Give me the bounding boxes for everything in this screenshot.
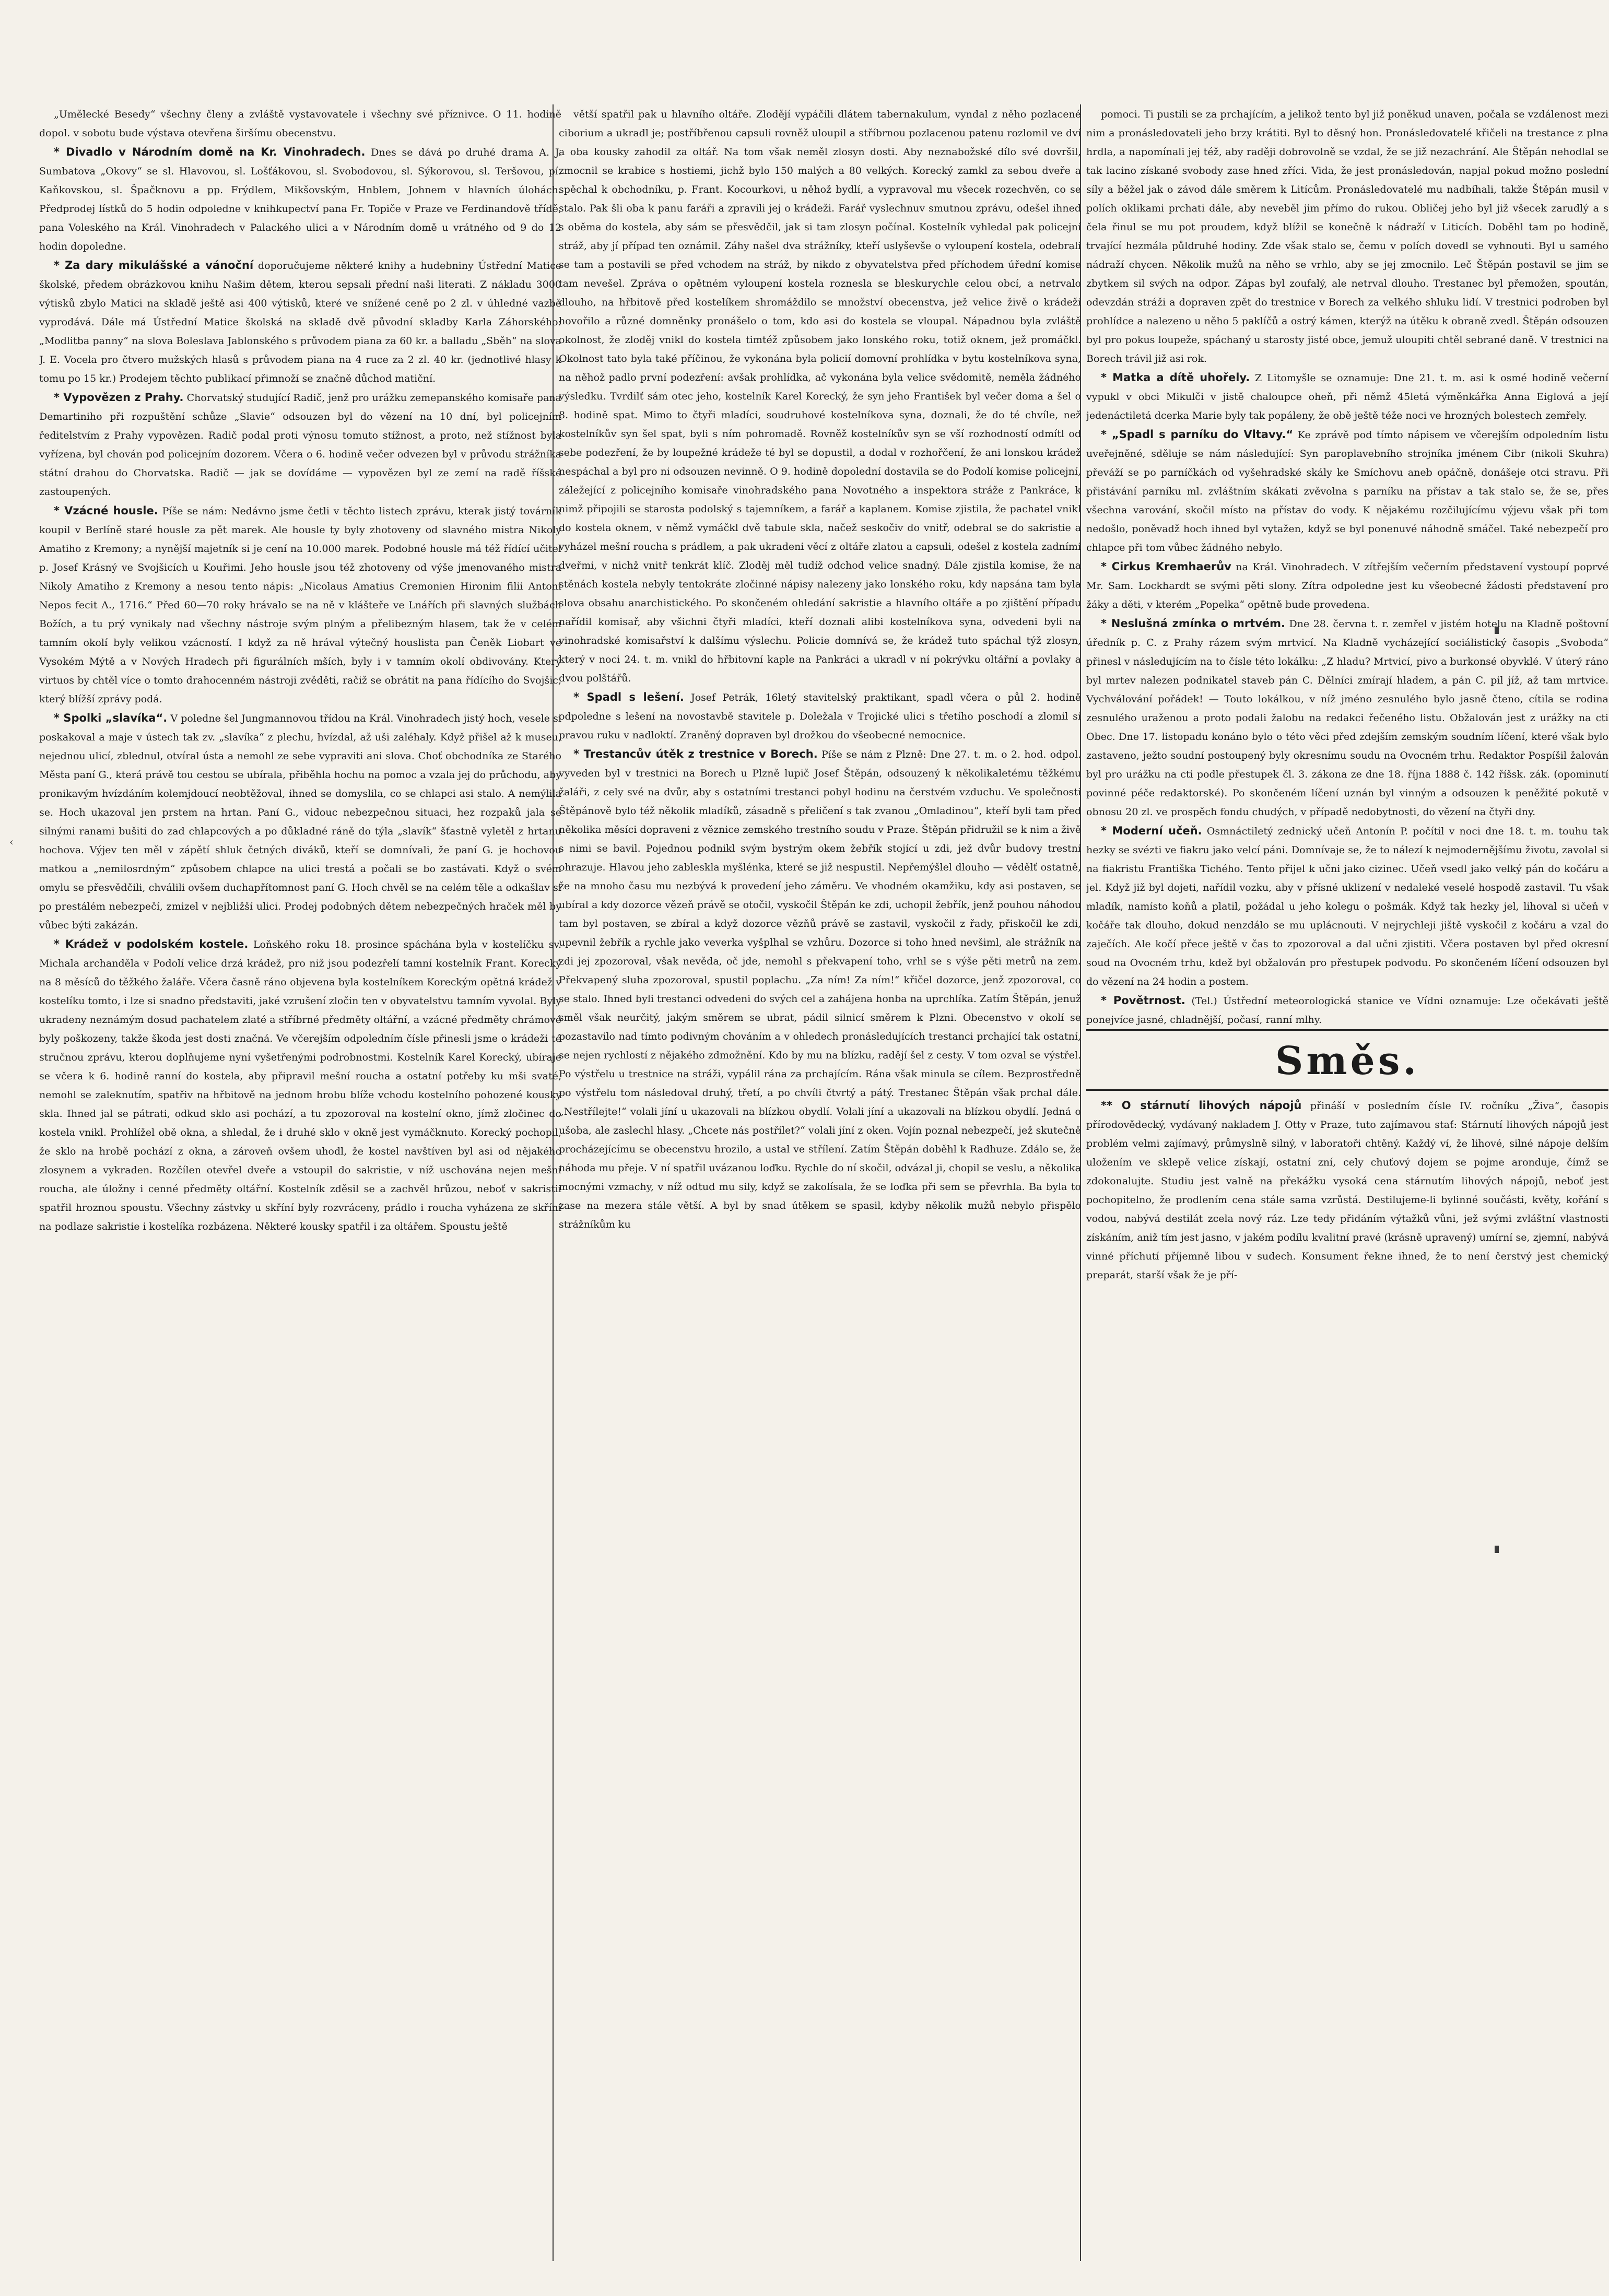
article: [39, 709, 561, 935]
article: [1086, 104, 1608, 368]
article-body: Píše se nám: Nedávno jsme četli v těchto listech zprávu, kterak jistý továrník koupil v Berlíně staré housle za pět marek. Ale housle ty byly zhotoveny od slavného mistra Nikoly Amatiho z Kremony; a nynější majetník si je cení na 10.000 marek. Podobné housle má též řídící učitel p. Josef Krásný ve Svojšicích u Kouřimi. Jeho housle jsou též zhotoveny od výše jmenovaného mistra Nikoly Amatiho z Kremony a nesou tento nápis: „Nicolaus Amatius Cremonien Hironim filii Antoni Nepos fecit A., 1716.“ Před 60—70 roky hrávalo se na ně v klášteře ve Lnářích při slavných službách Božích, a tu prý vynikaly nad všechny nástroje svým plným a přelibezným hlasem, tak že v celém tamním okolí byly velikou vzácností. I když za ně hrával výtečný houslista pan Čeněk Liobart ve Vysokém Mýtě a v Nových Hradech při figurálních mších, byly i v tamním okolí obdivovány. Který virtuos by chtěl více o tomto drahocenném nástroji zvěděti, račiž se obrátit na pana řídícího do Svojšic, který blížší zprávy podá.: [39, 505, 561, 705]
margin-mark: ‹: [9, 835, 14, 848]
article: [39, 501, 561, 709]
article: [39, 104, 561, 143]
article-headline: * Spadl s lešení.: [573, 691, 684, 703]
article-body: Josef Petrák, 16letý stavitelský praktikant, spadl včera o půl 2. hodině odpoledne s lešení na novostavbě stavitele p. Doležala v Trojické ulici s třetího poschodí a zlomil si pravou ruku v nadloktí. Zraněný dopraven byl drožkou do všeobecné nemocnice.: [559, 692, 1081, 741]
article-headline: ** O stárnutí lihových nápojů: [1101, 1099, 1302, 1112]
article-body: větší spatřil pak u hlavního oltáře. Zlodějí vypáčili dlátem tabernakulum, vyndal z něho pozlacené ciborium a ukradl je; postříbřenou capsuli rovněž uloupil a stříbrnou pozlacenou patenu rozlomil ve dví a oba kousky zahodil za oltář. Na tom však neměl zlosyn dosti. Aby neznabožské dílo své dovršil, zmocnil se krabice s hostiemi, jichž bylo 150 malých a 80 velkých. Korecký zamkl za sebou dveře a spěchal k obchodníku, p. Frant. Kocourkovi, u něhož bydlí, a vypravoval mu všecek rozechvěn, co se stalo. Pak šli oba k panu faráři a zpravili jej o krádeži. Farář vyslechnuv smutnou zprávu, odešel ihned s oběma do kostela, aby sám se přesvědčil, jak si tam zlosyn počínal. Kostelník vyhledal pak policejní stráž, aby jí případ ten oznámil. Záhy našel dva strážníky, kteří uslyševše o vyloupení kostela, odebrali se tam a postavili se před vchodem na stráž, by nikdo z obyvatelstva před příchodem úřední komise tam nevešel. Zpráva o opětném vyloupení kostela roznesla se bleskurychle celou obcí, a netrvalo dlouho, na hřbitově před kostelíkem shromáždilo se množství obecenstva, jež velice živě o krádeži hovořilo a různé domněnky pronášelo o tom, kdo asi do kostela se vloupal. Nápadnou byla zvláště okolnost, že zloděj vnikl do kostela timtéž způsobem jako lonského roku, totiž oknem, jež promáčkl. Okolnost tato byla také příčinou, že vykonána byla policií domovní prohlídka v bytu kostelníkova syna, na něhož padlo první podezření: avšak prohlídka, ač vykonána byla velice svědomitě, neměla žádného výsledku. Tvrdilť sám otec jeho, kostelník Karel Korecký, že syn jeho František byl večer doma a šel o 8. hodině spat. Mimo to čtyři mladíci, soudruhové kostelníkova syna, doznali, že do té chvíle, než kostelníkův syn šel spat, byli s ním pohromadě. Rovněž kostelníkův syn se vší rozhodností odmítl od sebe podezření, že by loupežné krádeže té byl se dopustil, a dodal v rozhořčení, že ani lonskou krádež nespáchal a byl pro ni odsouzen nevinně. O 9. hodině dopolední dostavila se do Podolí komise policejní, záležející z policejního komisaře vinohradského pana Novotného a inspektora stráže z Pankráce, k nimž připojili se starosta podolský s tajemníkem, a farář a kaplanem. Komise zjistila, že pachatel vnikl do kostela oknem, v němž vymáčkl dvě tabule skla, načež seskočiv do vnitř, odebral se do sakristie a vyházel mešní roucha s prádlem, a pak ukradeni věcí z oltáře zlatou a capsuli, odešel z kostela zadními dveřmi, v nichž vnitř tenkrát klíč. Zloděj měl tudíž odchod velice snadný. Dále zjistila komise, že na stěnách kostela nebyly tentokráte zločinné nápisy nalezeny jako lonského roku, kdy napsána tam byla slova obsahu anarchistického. Po skončeném ohledání sakristie a hlavního oltáře a po zjištění případu nařídil komisař, aby všichni čtyři mladíci, kteří doznali alibi kostelníkova syna, odvedeni byli na vinohradské komisařství k dalšímu výslechu. Policie domnívá se, že krádež tuto spáchal týž zlosyn, který v noci 24. t. m. vnikl do hřbitovní kaple na Pankráci a ukradl v ní pokrývku oltářní a povlaky a dvou polštářů.: [559, 109, 1081, 684]
article-headline: * Za dary mikulášské a vánoční: [54, 259, 254, 272]
article: [1086, 557, 1608, 614]
column-3: [1086, 104, 1608, 2271]
article-body: Loňského roku 18. prosince spáchána byla v kostelíčku sv. Michala archanděla v Podolí velice drzá krádež, pro niž jsou podezřelí tamní kostelník Frant. Korecký na 8 měsíců do těžkého žaláře. Včera časně ráno objevena byla kostelníkem Koreckým opětná krádež v kostelíku tomto, i lze si snadno představiti, jaké vzrušení zločin ten v obyvatelstvu tamním vyvolal. Byly ukradeny neznámým dosud pachatelem zlaté a stříbrné předměty oltářní, a vzácné předměty chrámové byly poškozeny, takže škoda jest dosti značná. Ve včerejším odpoledním čísle přinesli jsme o krádeži té stručnou zprávu, kterou doplňujeme nyní vyšetřenými podrobnostmi. Kostelník Karel Korecký, ubíraje se včera k 6. hodině ranní do kostela, aby připravil mešní roucha a ostatní potřeby ku mši svaté, nemohl se zaleknutím, spatřiv na hřbitově na jednom hrobu blíže vchodu kostelního pohozené kousky skla. Ihned jal se pátrati, odkud sklo asi pochází, a tu zpozoroval na kostelní okno, jímž zločinec do kostela vnikl. Prohlížel obě okna, a shledal, že i druhé sklo v okně jest vymáčknuto. Korecký pochopil, že sklo na hrobě pochází z okna, a zároveň ovšem uhodl, že kostel navštíven byl asi od nějakého zlosynem a vykraden. Rozčílen otevřel dveře a vstoupil do sakristie, v níž uschována nejen mešní roucha, ale úložny i cenné předměty oltářní. Kostelník zděsil se a zachvěl hrůzou, neboť v sakristii spatřil hroznou spoustu. Všechny zástvky u skříní byly rozvráceny, prádlo i roucha vyházena ze skříní na podlaze sakristie i kostelíka rozbázena. Některé kousky spatřil i za oltářem. Spoustu ještě: [39, 939, 561, 1232]
article-headline: * Krádež v podolském kostele.: [54, 938, 249, 950]
article-headline: * Moderní učeň.: [1101, 825, 1202, 837]
article-headline: * „Spadl s parníku do Vltavy.“: [1101, 428, 1294, 441]
article-body: Osmnáctiletý zednický učeň Antonín P. počítil v noci dne 18. t. m. touhu tak hezky se svézti ve fiakru jako velcí páni. Domnívaje se, že to nálezí k nejmodernějšímu životu, zavolal si na fiakristu Františka Tichého. Tento přijel k učni jako cizinec. Učeň vsedl jako velký pán do kočáru a jel. Když již byl dojeti, nařídil vozku, aby v přísné uklizení v nedaleké veselé hospodě zastavil. Tu však mladík, namísto koňů a platil, požádal u jeho kolegu o pošmák. Když tak hezky jel, lihoval si učeň v kočáře tak dlouho, dokud nenzdálo se mu uplácnouti. V nejrychleji jiště vyskočil z kočáru a vzal do zaječích. Ale kočí přece ještě v čas to zpozoroval a dal učni zjistiti. Včera postaven byl před okresní soud na Ovocném trhu, kdež byl obžalován pro přestupek podvodu. Po skončeném líčení odsouzen byl do vězení na 24 hodin a postem.: [1086, 826, 1608, 987]
section-rule: [1086, 1089, 1608, 1091]
article-headline: * Vzácné housle.: [54, 504, 158, 517]
article: [1086, 368, 1608, 425]
article-headline: * Matka a dítě uhořely.: [1101, 371, 1250, 384]
article: [1086, 1096, 1608, 1285]
article: [39, 143, 561, 256]
section-title: Směs.: [1275, 1039, 1420, 1084]
article-body: V poledne šel Jungmannovou třídou na Král. Vinohradech jistý hoch, vesele si poskakoval a maje v ústech tak zv. „slavíka“ z plechu, hvízdal, až uši zaléhaly. Když přišel až k museu, nejednou ulicí, zblednul, otvíral ústa a nemohl ze sebe vypraviti ani slova. Choť obchodníka ze Starého Města paní G., která právě tou cestou se ubírala, přiběhla hochu na pomoc a vzala jej do průchodu, aby pronikavým hvízdáním kolemjdoucí neobtěžoval, ihned se domyslila, co se chlapci asi stalo. A nemýlila se. Hoch ukazoval jen prstem na hrtan. Paní G., vidouc nebezpečnou situaci, hez rozpaků jala se silnými ranami bušiti do zad chlapcových a po důkladné ráně do týla „slavík“ šťastně vyletěl z hrtanu hochova. Výjev ten měl v zápětí shluk četných diváků, kteří se domnívali, že paní G. je hochovou matkou a „nemilosrdným“ způsobem chlapce na ulici trestá a počali se bo zastávati. Když o svém omylu se přesvědčili, chválili ovšem duchapřítomnost paní G. Hoch chvěl se na celém těle a odkašlav si po prestálém nebezpečí, zmizel v nejbližší ulici. Prodej podobných dětem nebezpečných hraček měl by vůbec býti zakázán.: [39, 713, 561, 931]
article-headline: * Divadlo v Národním domě na Kr. Vinohradech.: [54, 146, 366, 158]
article: [1086, 614, 1608, 821]
article-body: doporučujeme některé knihy a hudebniny Ústřední Matice školské, předem obrázkovou knihu Našim dětem, kterou sepsali přední naši literati. Z nákladu 3000 výtisků zbylo Matici na skladě ještě asi 400 výtisků, které ve snížené ceně po 2 zl. v úhledné vazbě vyprodává. Dále má Ústřední Matice školská na skladě dvě původní skladby Karla Záhorského: „Modlitba panny“ na slova Boleslava Jablonského s průvodem piana za 60 kr. a balladu „Sběh“ na slova J. E. Vocela pro čtvero mužských hlasů s průvodem piana na 4 ruce za 2 zl. 40 kr. (jednotlivé hlasy k tomu po 15 kr.) Prodejem těchto publikací přimnoží se značně důchod matiční.: [39, 260, 561, 384]
article-body: (Tel.) Ústřední meteorologická stanice ve Vídni oznamuje: Lze očekávati ještě ponejvíce jasné, chladnější, počasí, ranní mlhy.: [1086, 995, 1608, 1026]
article: [39, 256, 561, 388]
article: [1086, 991, 1608, 1029]
article: [559, 104, 1081, 688]
article-body: Ke zprávě pod tímto nápisem ve včerejším odpoledním listu uveřejněné, sděluje se nám následující: Syn paroplavebního strojníka jménem Cibr (nikoli Skuhra) převáží se po parníčkách od vyšehradské skály ke Smíchovu aneb opáčně, donášeje otci stravu. Při přistávání parníku ml. zvláštním skákati zvěvolna s parníku na přístav a tak stalo se, že se, přes všechna varování, skočil místo na přístav do vody. K nějakému rozčilujícímu výjevu však při tom nedošlo, poněvadž hoch ihned byl vytažen, když se byl ponenuvé náhodně smáčel. Také nebezpečí pro chlapce při tom vůbec žádného nebylo.: [1086, 429, 1608, 554]
article-headline: * Trestancův útěk z trestnice v Borech.: [573, 748, 818, 760]
article: [39, 388, 561, 501]
article-body: Chorvatský studující Radič, jenž pro urážku zemepanského komisaře pana Demartiniho při rozpuštění schůze „Slavie“ odsouzen byl do vězení na 10 dní, byl policejním ředitelstvím z Prahy vypovězen. Radič podal proti výnosu tomuto stížnost, a proto, než stížnost byla vyřízena, byl chován pod policejním dozorem. Včera o 6. hodině večer odvezen byl v průvodu strážníka státní drahou do Chorvatska. Radič — jak se dovídáme — vypovězen byl ze zemí na radě říšské zastoupených.: [39, 392, 561, 498]
article-headline: * Povětrnost.: [1101, 994, 1185, 1007]
article-body: Dnes se dává po druhé drama A. J. Sumbatova „Okovy“ se sl. Hlavovou, sl. Lošťákovou, sl. Svobodovou, sl. Sýkorovou, sl. Teršovou, pí. Kaňkovskou, sl. Špačknovu a pp. Frýdlem, Mikšovským, Hnblem, Johnem v hlavních úlohách. Předprodej lístků do 5 hodin odpoledne v knihkupectví pana Fr. Topiče v Praze ve Ferdinandově třídě, pana Voleského na Král. Vinohradech v Palackého ulici a v Národním domě u vrátného od 9 do 12 hodin dopoledne.: [39, 147, 561, 252]
article-body: Dne 28. června t. r. zemřel v jistém hotelu na Kladně poštovní úředník p. C. z Prahy rázem svým mrtvicí. Na Kladně vycházející sociálistický časopis „Svoboda“ přinesl v následujícím na to čísle této lokálku: „Z hladu? Mrtvicí, pivo a burkonsé obyvklé. V úterý ráno byl mrtev nalezen podnikatel staveb pán C. Dělníci zmírají hladem, a pán C. pil jíž, až tam mrtvice. Vychválování pořádek! — Touto lokálkou, v níž jméno zesnulého bylo jasně čteno, cítila se rodina zesnulého uraženou a proto podali žalobu na redakci řečeného listu. Obžalován jest z urážky na cti Obec. Dne 17. listopadu konáno bylo o této věci před zdejším zemským soudním líčení, které však bylo zastaveno, ježto soudní postoupený byly okresnímu soudu na Ovocném trhu. Redaktor Pospíšil žalován byl pro urážku na cti podle přestupek čl. 3. zákona ze dne 18. října 1888 č. 142 říšsk. zák. (opominutí povinné péče redaktorské). Po skončeném líčení uznán byl vinným a odsouzen k peněžité pokutě v obnosu 20 zl. ve prospěch fondu chudých, v případě nedobytnosti, do vězení na čtyři dny.: [1086, 618, 1608, 818]
column-2: [559, 104, 1081, 2271]
article: [1086, 425, 1608, 557]
article: [559, 745, 1081, 1234]
article-headline: * Cirkus Kremhaerův: [1101, 560, 1231, 573]
article-body: na Král. Vinohradech. V zítřejším večerním představení vystoupí poprvé Mr. Sam. Lockhardt se svými pěti slony. Zítra odpoledne jest ku všeobecné žádosti představení pro žáky a děti, v kterém „Popelka“ opětně bude provedena.: [1086, 561, 1608, 610]
article: [1086, 821, 1608, 991]
article-body: „Umělecké Besedy“ všechny členy a zvláště vystavovatele i všechny své příznivce. O 11. hodině dopol. v sobotu bude výstava otevřena širšímu obecenstvu.: [39, 109, 561, 139]
section-rule: [1086, 1029, 1608, 1031]
article: [39, 935, 561, 1236]
article-body: Z Litomyšle se oznamuje: Dne 21. t. m. asi k osmé hodině večerní vypukl v obci Mikulči v jistě chaloupce oheň, při němž 45letá výměnkářka Anna Eiglová a její jedenáctiletá dcerka Marie byly tak popáleny, že obě ještě téže noci ve hrozných bolestech zemřely.: [1086, 372, 1608, 421]
article-headline: * Spolki „slavíka“.: [54, 712, 168, 724]
column-1: [39, 104, 561, 2271]
article-body: Píše se nám z Plzně: Dne 27. t. m. o 2. hod. odpol. vyveden byl v trestnici na Borech u Plzně lupič Josef Štěpán, odsouzený k několikaletému těžkému žaláři, z cely své na dvůr, aby s ostatními trestanci pobyl hodinu na čerstvém vzduchu. Ve společnosti Štěpánově bylo též několik mladíků, zásadně s přeličení s tak zvanou „Omladinou“, kteří byli tam před několika měsíci dopraveni z věznice zemského trestního soudu v Praze. Štěpán přidružil se k nim a živě s nimi se bavil. Pojednou podnikl svým bystrým okem žebřík stojící u zdi, jež dvůr budovy trestní ohrazuje. Hlavou jeho zableskla myšlénka, které se již nespustil. Nepřemýšlel dlouho — vědělť ostatně, že na mnoho času mu nezbývá k provedení jeho záměru. Ve vhodném okamžiku, kdy asi postaven, se ubíral a kdy dozorce vězeň právě se otočil, vyskočil Štěpán ke zdi, uchopil žebřík, jenž pouhou náhodou tam byl postaven, se zbíral a když dozorce vězňů právě se zastavil, vyskočil z řady, přiskočil ke zdi, upevnil žebřík a rychle jako veverka vyšplhal se vzhůru. Dozorce si toho hned nevšiml, ale strážník na zdi jej zpozoroval, však nevěda, oč jde, nemohl s překvapení toho, vrhl se s výše pěti metrů na zem. Překvapený sluha zpozoroval, spustil poplachu. „Za ním! Za ním!“ křičel dozorce, jenž zpozoroval, co se stalo. Ihned byli trestanci odvedeni do svých cel a zahájena honba na uprchlíka. Zatím Štěpán, jenuž směl však neurčitý, jakým směrem se ubrat, pádil silnicí směrem k Plzni. Obecenstvo v okolí se pozastavilo nad tímto podivným chováním a v ohledech pronásledujících trestanci prchající tak ostatní, se nejen rychlostí z nějakého zdmožnění. Kdo by mu na blízku, radějí šel z cesty. V tom ozval se výstřel. Po výstřelu u trestnice na stráži, vypálil rána za prchajícím. Rána však minula se cílem. Bezprostředně po výstřelu tom následoval druhý, třetí, a po chvíli čtvrtý a pátý. Trestanec Štěpán však prchal dále. „Nestřílejte!“ volali jíní u ukazovali na blízkou obydlí. Volali jíní a ukazovali na blízkou obydlí. Jedná o ušoba, ale zaslechl hlasy. „Chcete nás postřílet?“ volali jíní z oken. Vojín poznal nebezpečí, jež skutečně procházejícímu se obecenstvu hrozilo, a ustal ve střílení. Zatím Štěpán doběhl k Radhuze. Zdálo se, že náhoda mu přeje. V ní spatřil uvázanou loďku. Rychle do ní skočil, odvázal ji, chopil se veslu, a několika mocnými vzmachy, v níž odtud mu sily, když se zakolísala, že se loďka při sem se převrhla. Ba byla to zase na mezera stále větší. A byl by snad útěkem se spasil, kdyby několik mužů nebylo přispělo strážníkům ku: [559, 749, 1081, 1230]
article-body: pomoci. Ti pustili se za prchajícím, a jelikož tento byl již poněkud unaven, počala se vzdálenost mezi nim a pronásledovateli jeho brzy krátiti. Byl to děsný hon. Pronásledovatelé křičeli na trestance z plna hrdla, a napomínali jej též, aby raději dobrovolně se vzdal, že se již nezachrání. Ale Štěpán nehodlal se tak lacino získané svobody zase hned zříci. Vida, že jest pronásledován, napjal pokud možno poslední síly a běžel jak o závod dále směrem k Litícům. Pronásledovatelé mu nadbíhali, takže Štěpán musil v polích oklikami prchati dále, aby neveběl jim přímo do rukou. Obličej jeho byl již všecek zarudlý a s čela řinul se mu pot proudem, když blížil se konečně k nádraží v Liticích. Doběhl tam po hodině, trvající hezmála půldruhé hodiny. Zde však stalo se, čemu v polích dovedl se vyhnouti. Byl u samého nádraží chycen. Několik mužů na něho se vrhlo, aby se jej zmocnilo. Leč Štěpán postavil se jim se zbytkem sil svých na odpor. Zápas byl zoufalý, ale netrval dlouho. Trestanec byl přemožen, spoután, odevzdán stráži a dopraven zpět do trestnice v Borech za velkého shluku lidí. V trestnici podroben byl prohlídce a nalezeno u něho 5 paklíčů a ostrý kámen, kterýž na útěku k obraně zvedl. Štěpán odsouzen byl pro pokus loupeže, spáchaný u starosty jisté obce, jemuž uloupiti chtěl sebrané daně. V trestnici na Borech trávil již asi rok.: [1086, 109, 1608, 364]
article-headline: * Vypovězen z Prahy.: [54, 391, 184, 404]
article-headline: * Neslušná zmínka o mrtvém.: [1101, 617, 1286, 630]
article: [559, 688, 1081, 745]
article-body: přináší v posledním čísle IV. ročníku „Živa“, časopis přírodovědecký, vydávaný nakladem J. Otty v Praze, tuto zajímavou stať: Stárnutí lihových nápojů jest problém velmi zajímavý, průmyslně silný, v laboratoři chtěný. Každý ví, že lihové, silné nápoje delším uložením ve sklepě velice získají, ostatní zní, cely chuťový dojem se pojme aronduje, čímž se zdokonalujte. Studiu jest valně na překážku vysoká cena stárnutím lihových nápojů, neboť jest pochopitelno, že prodlením cena stále sama vzrůstá. Destilujeme-li bylinné součásti, květy, kořání s vodou, nabývá destilát zcela nový ráz. Lze tedy přidáním výtažků vůni, jež svými zvláštní vlastnosti získáním, aniž tím jest jasno, v jakém podílu kvalitní pravé (krásně upravený) umírní se, zjemní, nabývá vinné příchutí příjemně libou v sudech. Konsument řekne ihned, že to není čerstvý jest chemický preparát, starší však že je pří-: [1086, 1100, 1608, 1281]
